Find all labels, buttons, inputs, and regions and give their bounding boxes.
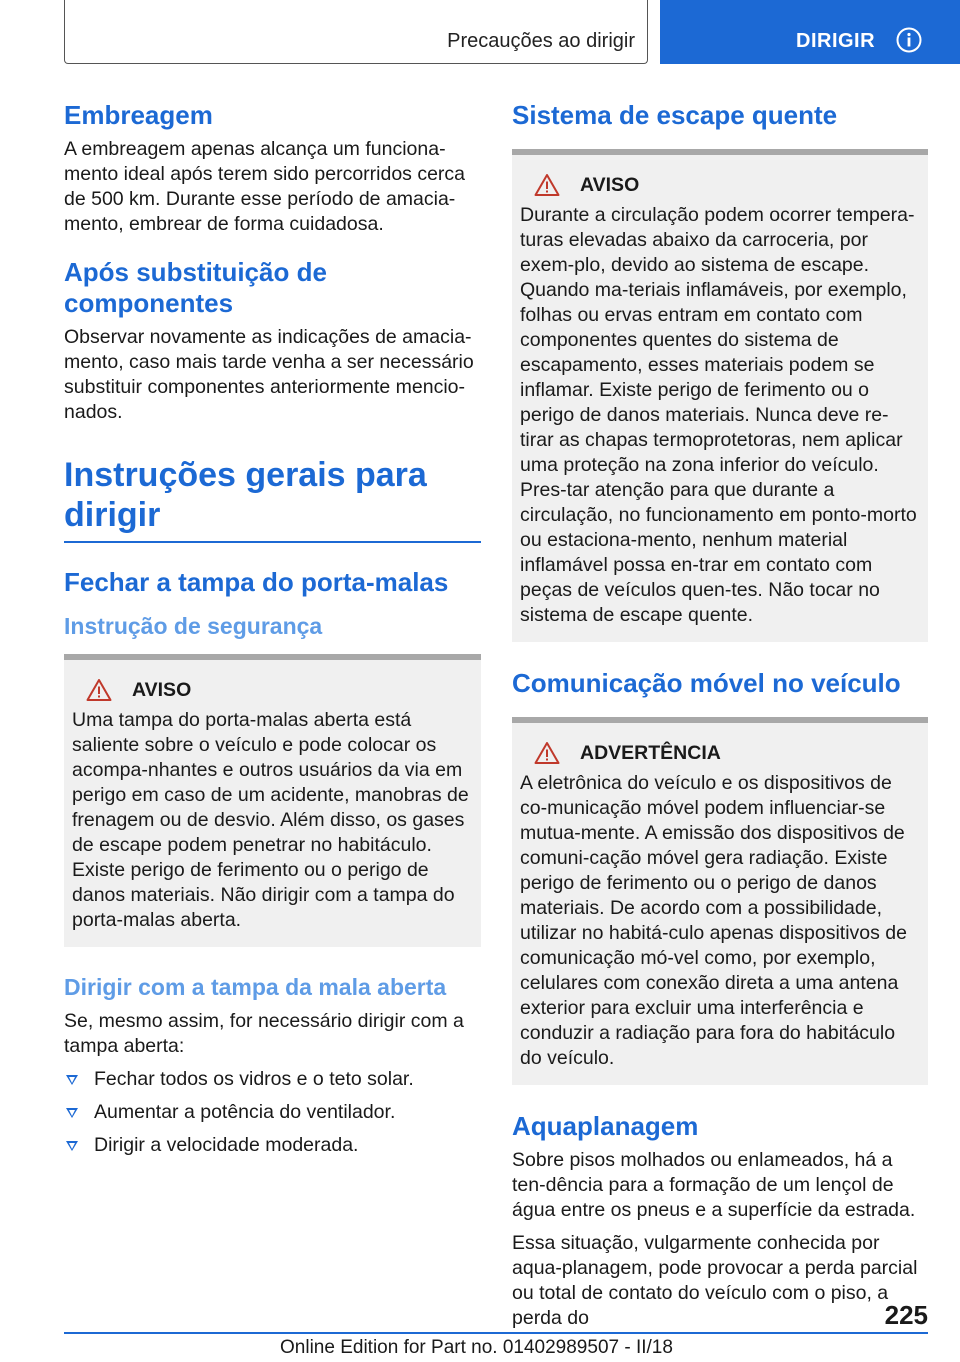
warning-text: Durante a circulação podem ocorrer tempera-turas elevadas abaixo da carroceria, por exem-plo, devido ao sistema de escape. Quando ma-teriais inflamáveis, por exemplo, folhas ou ervas entram em contato com componentes quentes do sistema de escapamento, esses materiais podem se inflamar. Existe perigo de ferimento ou o perigo de danos materiais. Nunca deve re-tirar as chapas termoprotetoras, nem aplicar uma proteção na zona inferior do veículo. Pres-tar atenção para que durante a circulação, no funcionamento em ponto-morto ou estaciona-mento, nenhum material inflamável possa en-trar em contato com peças de veículos quen-tes. Não tocar no sistema de escape quente. — [520, 204, 917, 626]
warning-title: AVISO — [580, 173, 640, 196]
heading-substituicao: Após substituição de componentes — [64, 257, 327, 318]
subheading-mala-aberta: Dirigir com a tampa da mala aberta — [64, 974, 447, 1000]
instruction-list — [64, 1067, 481, 1158]
warning-header — [72, 678, 473, 702]
triangle-bullet-icon — [66, 1141, 78, 1151]
footer-divider — [64, 1332, 928, 1334]
section-title: Precauções ao dirigir — [447, 30, 635, 52]
paragraph-mala-aberta: Se, mesmo assim, for necessário dirigir com a tampa aberta: — [64, 1010, 464, 1057]
left-column — [64, 100, 481, 1166]
triangle-bullet-icon — [66, 1075, 78, 1085]
warning-text: A eletrônica do veículo e os dispositivos de co-municação móvel podem influenciar-se mutua-mente. A emissão dos dispositivos de comuni-cação móvel gera radiação. Existe perigo de ferimento ou o perigo de danos materiais. De acordo com a possibilidade, utilizar no habitá-culo apenas dispositivos de comunicação mó-vel como, por exemplo, celulares com conexão direta a uma antena exterior para excluir uma interferência e conduzir a radiação para fora do habitáculo do veículo. — [520, 772, 907, 1069]
chapter-heading-instrucoes: Instruções gerais para dirigir — [64, 455, 481, 543]
paragraph-aquaplanagem-1: Sobre pisos molhados ou enlameados, há a ten-dência para a formação de um lençol de água entre os pneus e a superfície da estrada. — [512, 1149, 916, 1221]
warning-triangle-icon — [534, 741, 560, 765]
list-item: Fechar todos os vidros e o teto solar. — [64, 1067, 481, 1092]
warning-header — [520, 173, 920, 197]
heading-tampa: Fechar a tampa do porta-malas — [64, 567, 449, 597]
heading-embreagem: Embreagem — [64, 100, 213, 130]
list-item: Dirigir a velocidade moderada. — [64, 1133, 481, 1158]
footer-edition: Online Edition for Part no. 01402989507 - II/18 — [280, 1337, 673, 1358]
triangle-bullet-icon — [66, 1108, 78, 1118]
warning-box-comunicacao — [512, 717, 928, 1085]
heading-aquaplanagem: Aquaplanagem — [512, 1111, 699, 1141]
warning-title: AVISO — [132, 678, 192, 701]
warning-triangle-icon — [534, 173, 560, 197]
paragraph-substituicao: Observar novamente as indicações de amacia-mento, caso mais tarde venha a ser necessário substituir componentes anteriormente mencio-nados. — [64, 326, 474, 423]
paragraph-embreagem: A embreagem apenas alcança um funciona-mento ideal após terem sido percorridos cerca de 500 km. Durante esse período de amacia-mento, embrear de forma cuidadosa. — [64, 138, 466, 235]
heading-comunicacao: Comunicação móvel no veículo — [512, 668, 901, 698]
right-column — [512, 100, 928, 1339]
chapter-tab[interactable] — [660, 0, 960, 64]
header-section-box — [64, 0, 648, 64]
chapter-title: DIRIGIR — [796, 30, 876, 52]
warning-title: ADVERTÊNCIA — [580, 741, 721, 764]
list-item: Aumentar a potência do ventilador. — [64, 1100, 481, 1125]
heading-escape: Sistema de escape quente — [512, 100, 838, 130]
warning-text: Uma tampa do porta-malas aberta está saliente sobre o veículo e pode colocar os acompa-nhantes e outros usuários da via em perigo em caso de um acidente, manobras de frenagem ou de desvio. Além disso, os gases de escape podem penetrar no habitáculo. Existe perigo de ferimento ou o perigo de danos materiais. Não dirigir com a tampa do porta-malas aberta. — [72, 709, 469, 931]
warning-triangle-icon — [86, 678, 112, 702]
page-number: 225 — [884, 1300, 928, 1330]
subheading-seguranca: Instrução de segurança — [64, 613, 323, 639]
warning-box-escape — [512, 149, 928, 642]
paragraph-aquaplanagem-2: Essa situação, vulgarmente conhecida por aqua-planagem, pode provocar a perda parcial ou total de contato do veículo com o piso, a perda do — [512, 1232, 918, 1329]
warning-box-tampa — [64, 654, 481, 947]
warning-header — [520, 741, 920, 765]
info-circle-icon[interactable] — [896, 27, 922, 53]
